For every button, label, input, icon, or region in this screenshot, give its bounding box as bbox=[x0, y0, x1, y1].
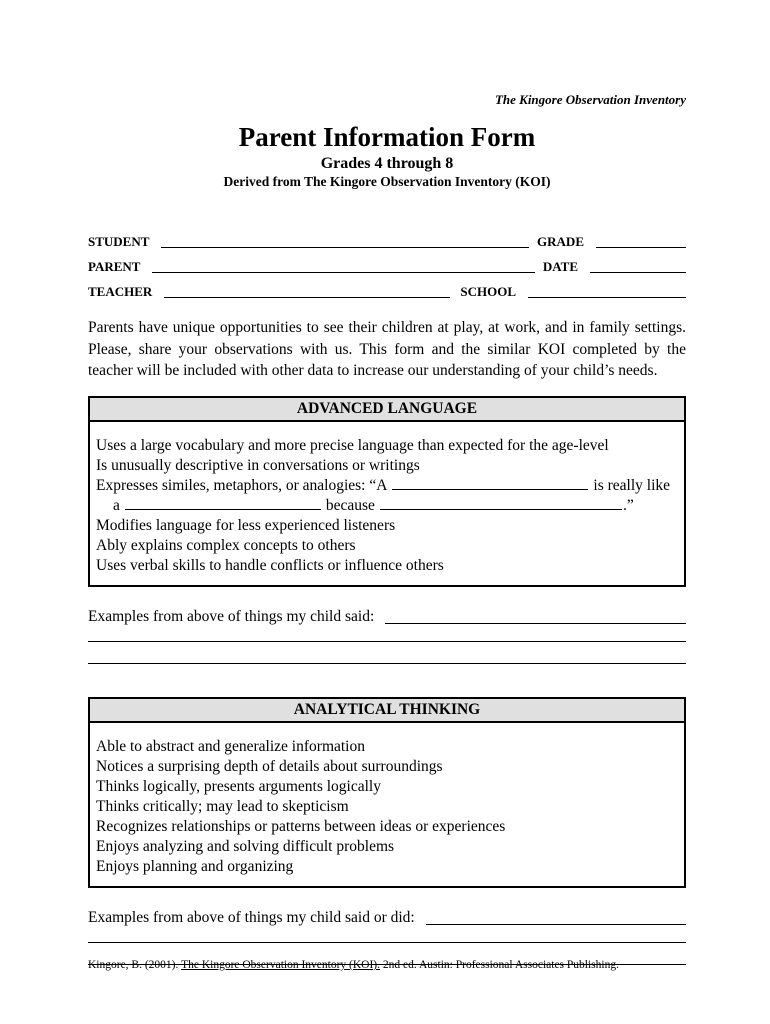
field-row-teacher bbox=[88, 275, 686, 300]
examples-write-line[interactable] bbox=[385, 610, 686, 624]
checklist-item: Is unusually descriptive in conversations or writings bbox=[96, 456, 420, 474]
school-label: SCHOOL bbox=[460, 284, 516, 299]
parent-field[interactable] bbox=[152, 257, 534, 273]
examples-block-thinking bbox=[88, 908, 686, 965]
checklist-item-analogy-line1 bbox=[96, 476, 676, 496]
citation-suffix: 2nd ed. Austin: Professional Associates Publishing. bbox=[382, 959, 619, 971]
examples-prompt-row bbox=[88, 607, 686, 626]
grade-field[interactable] bbox=[596, 232, 686, 248]
examples-write-line[interactable] bbox=[88, 641, 686, 642]
field-row-parent bbox=[88, 250, 686, 275]
analogy-text-because: because bbox=[325, 496, 375, 514]
citation-title: The Kingore Observation Inventory (KOI). bbox=[181, 959, 381, 971]
analogy-text-a: a bbox=[113, 496, 120, 514]
examples-write-line[interactable] bbox=[426, 911, 686, 925]
page-subtitle: Grades 4 through 8 bbox=[320, 155, 454, 172]
checklist-item: Notices a surprising depth of details about surroundings bbox=[96, 757, 443, 775]
section-body bbox=[90, 723, 684, 886]
grade-label: GRADE bbox=[537, 234, 584, 249]
examples-prompt: Examples from above of things my child said or did: bbox=[88, 908, 415, 926]
checklist-item: Ably explains complex concepts to others bbox=[96, 536, 356, 554]
analogy-text-close: .” bbox=[622, 496, 634, 514]
checklist-item: Modifies language for less experienced listeners bbox=[96, 516, 396, 534]
field-row-student bbox=[88, 225, 686, 250]
analogy-text-prefix: Expresses similes, metaphors, or analogies: “A bbox=[96, 476, 388, 494]
checklist-item-analogy-line2 bbox=[96, 496, 676, 516]
date-label: DATE bbox=[542, 259, 578, 274]
section-analytical-thinking bbox=[88, 697, 686, 888]
checklist-item: Uses a large vocabulary and more precise language than expected for the age-level bbox=[96, 436, 609, 454]
examples-block-language bbox=[88, 607, 686, 664]
section-body bbox=[90, 422, 684, 585]
derivation-note: Derived from The Kingore Observation Inventory (KOI) bbox=[223, 174, 551, 189]
examples-prompt-row bbox=[88, 908, 686, 927]
page-title: Parent Information Form bbox=[238, 122, 536, 152]
citation-prefix: Kingore, B. (2001). bbox=[88, 959, 179, 971]
teacher-label: TEACHER bbox=[88, 284, 153, 299]
examples-write-line[interactable] bbox=[88, 942, 686, 943]
teacher-field[interactable] bbox=[164, 282, 450, 298]
checklist-item: Enjoys planning and organizing bbox=[96, 857, 294, 875]
section-heading: ADVANCED LANGUAGE bbox=[90, 398, 684, 422]
examples-write-line[interactable] bbox=[88, 663, 686, 664]
checklist-item: Uses verbal skills to handle conflicts or influence others bbox=[96, 556, 444, 574]
checklist-item: Recognizes relationships or patterns between ideas or experiences bbox=[96, 817, 506, 835]
student-label: STUDENT bbox=[88, 234, 150, 249]
parent-label: PARENT bbox=[88, 259, 141, 274]
checklist-item: Able to abstract and generalize information bbox=[96, 737, 365, 755]
student-field[interactable] bbox=[161, 232, 529, 248]
section-advanced-language bbox=[88, 396, 686, 587]
running-head: The Kingore Observation Inventory bbox=[494, 92, 686, 107]
analogy-text-suffix: is really like bbox=[593, 476, 671, 494]
checklist-item: Enjoys analyzing and solving difficult problems bbox=[96, 837, 395, 855]
section-heading: ANALYTICAL THINKING bbox=[90, 699, 684, 723]
school-field[interactable] bbox=[528, 282, 686, 298]
student-info-fields bbox=[88, 225, 686, 300]
checklist-item: Thinks logically, presents arguments logically bbox=[96, 777, 381, 795]
date-field[interactable] bbox=[590, 257, 686, 273]
analogy-blank-3[interactable] bbox=[380, 497, 622, 510]
citation-footer bbox=[88, 958, 686, 972]
analogy-blank-1[interactable] bbox=[392, 477, 588, 490]
checklist-item: Thinks critically; may lead to skepticism bbox=[96, 797, 349, 815]
examples-prompt: Examples from above of things my child said: bbox=[88, 607, 375, 625]
analogy-blank-2[interactable] bbox=[125, 497, 321, 510]
intro-paragraph: Parents have unique opportunities to see their children at play, at work, and in family settings. Please, share your observations with us. This form and the similar KOI completed by the teacher will be included with other data to increase our understanding of your child’s needs. bbox=[88, 319, 686, 379]
